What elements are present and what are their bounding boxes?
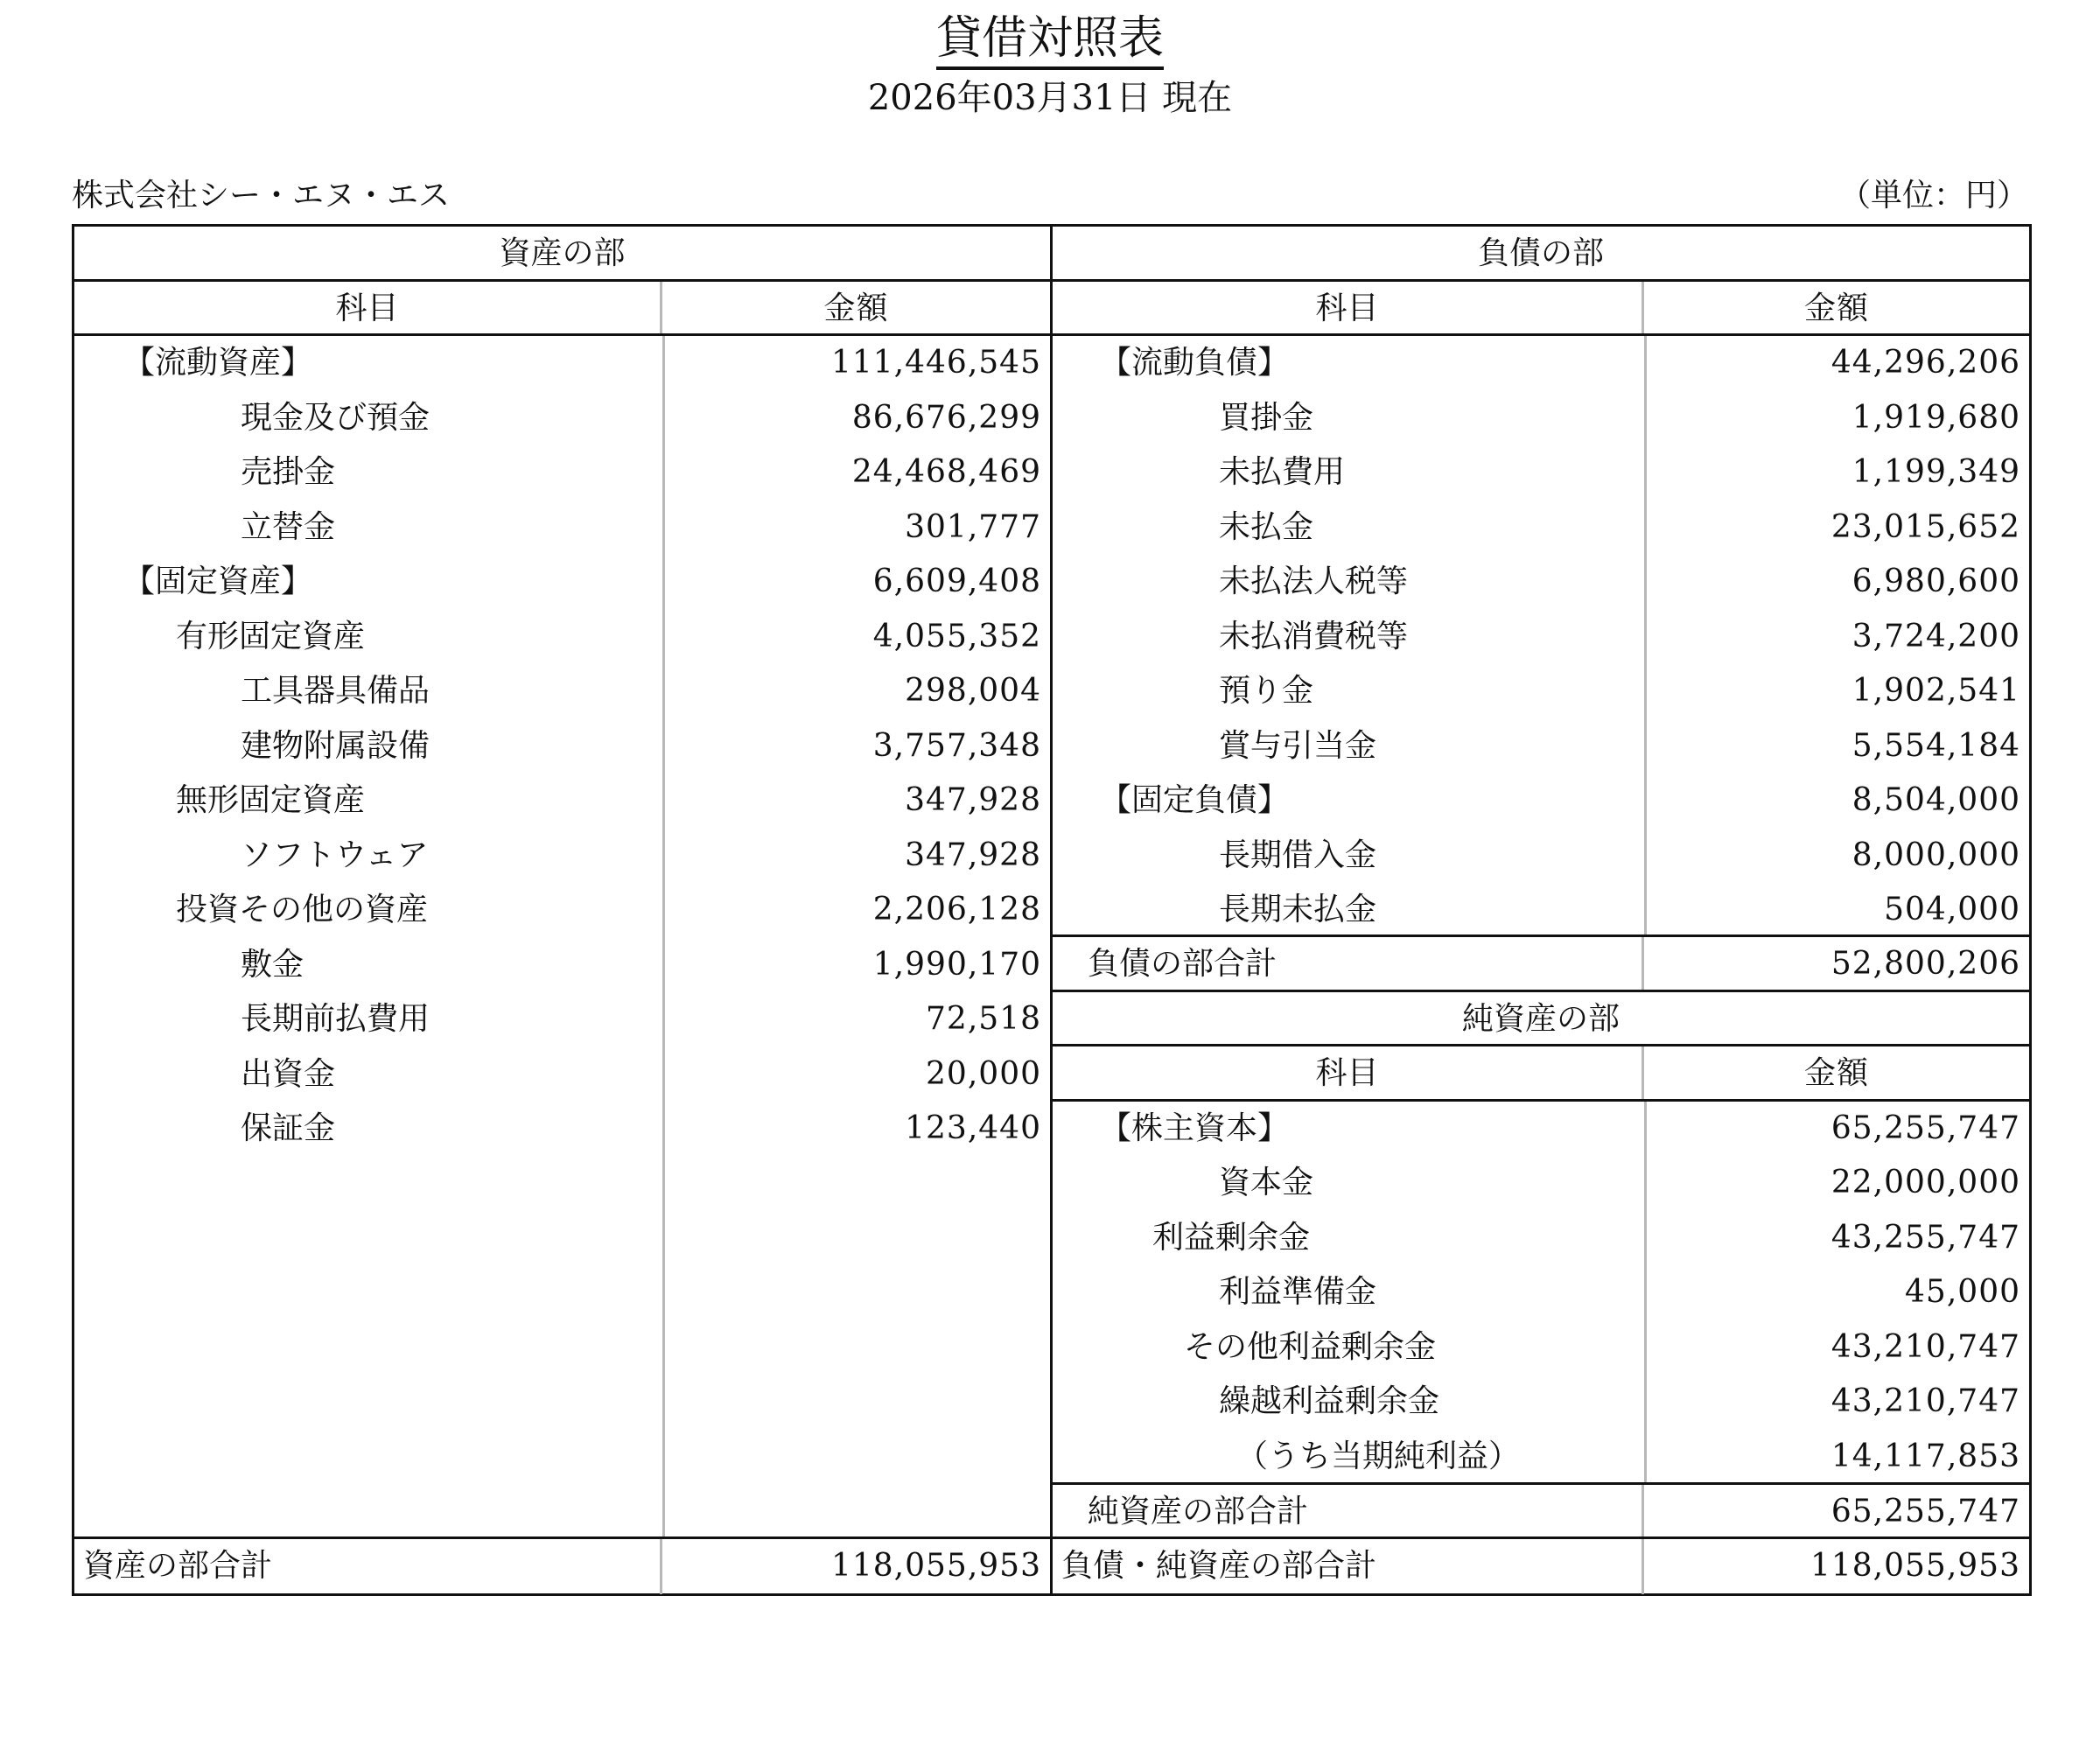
row-label: 利益準備金	[1219, 1274, 1377, 1310]
row-label: 工具器具備品	[241, 673, 430, 709]
row-amount: 14,117,853	[1830, 1438, 2020, 1474]
row-label: 買掛金	[1219, 399, 1314, 436]
report-date: 2026年03月31日 現在	[867, 78, 1233, 118]
table-row	[1053, 336, 2029, 391]
table-row	[74, 883, 1050, 938]
equity-total-amount: 65,255,747	[1830, 1493, 2020, 1530]
table-row	[74, 1047, 1050, 1102]
row-label: 繰越利益剰余金	[1219, 1383, 1440, 1419]
grand-total-label: 負債・純資産の部合計	[1053, 1539, 1644, 1594]
table-row	[74, 445, 1050, 500]
assets-body	[74, 336, 1050, 1539]
row-amount: 22,000,000	[1830, 1165, 2020, 1200]
row-amount: 65,255,747	[1830, 1110, 2020, 1146]
table-row	[1053, 1156, 2029, 1211]
liabilities-amount-header: 金額	[1803, 290, 1869, 326]
table-row	[1053, 1375, 2029, 1430]
row-label: 未払法人税等	[1219, 564, 1409, 599]
row-label: 預り金	[1219, 673, 1314, 709]
document-title-text: 貸借対照表	[936, 12, 1164, 70]
row-label: 無形固定資産	[176, 782, 366, 818]
unit-label: （単位：円）	[1838, 178, 2028, 214]
table-row	[74, 664, 1050, 719]
row-amount: 8,504,000	[1852, 782, 2020, 818]
row-label: 長期未払金	[1219, 892, 1377, 928]
row-amount: 24,468,469	[851, 454, 1041, 490]
assets-total-label: 資産の部合計	[74, 1539, 662, 1594]
row-amount: 3,757,348	[872, 727, 1041, 764]
row-label: 【流動負債】	[1100, 345, 1290, 381]
row-label: その他利益剰余金	[1184, 1328, 1437, 1365]
row-amount: 1,919,680	[1852, 399, 2020, 436]
table-row	[1053, 719, 2029, 774]
assets-side	[74, 227, 1053, 1593]
row-label: 立替金	[241, 508, 336, 545]
table-row	[1053, 1320, 2029, 1376]
row-amount: 23,015,652	[1830, 508, 2020, 545]
table-row	[1053, 829, 2029, 884]
liabilities-total-row	[1053, 937, 2029, 992]
row-label: 有形固定資産	[176, 618, 366, 654]
assets-total-row	[74, 1539, 1050, 1594]
row-amount: 6,609,408	[872, 564, 1041, 599]
row-label: 賞与引当金	[1219, 727, 1377, 764]
table-row	[1053, 664, 2029, 719]
row-label: 【流動資産】	[123, 345, 313, 381]
row-label: 未払消費税等	[1219, 618, 1409, 654]
row-amount: 45,000	[1905, 1274, 2020, 1310]
row-amount: 1,990,170	[872, 946, 1041, 983]
row-label: 【固定負債】	[1100, 782, 1290, 818]
table-row	[1053, 445, 2029, 500]
row-amount: 347,928	[905, 782, 1041, 818]
row-amount: 86,676,299	[851, 399, 1041, 436]
row-label: 建物附属設備	[241, 727, 430, 764]
row-amount: 301,777	[905, 508, 1041, 545]
table-row	[74, 719, 1050, 774]
equity-column-header	[1053, 1046, 2029, 1102]
liabilities-subject-header: 科目	[1053, 282, 1644, 334]
row-label: ソフトウェア	[241, 836, 429, 873]
liabilities-equity-side	[1053, 227, 2029, 1593]
table-row	[1053, 1211, 2029, 1266]
row-amount: 8,000,000	[1852, 836, 2020, 873]
table-row	[1053, 391, 2029, 446]
assets-total-amount: 118,055,953	[830, 1548, 1041, 1584]
row-label: 保証金	[241, 1110, 336, 1146]
row-amount: 504,000	[1884, 892, 2020, 928]
row-amount: 72,518	[926, 1001, 1041, 1037]
row-label: 【株主資本】	[1100, 1110, 1290, 1146]
row-label: 投資その他の資産	[176, 892, 429, 928]
grand-total-row	[1053, 1539, 2029, 1594]
row-label: 長期前払費用	[241, 1001, 430, 1037]
row-amount: 5,554,184	[1852, 727, 2020, 764]
company-name: 株式会社シー・エヌ・エス	[72, 178, 451, 214]
balance-sheet-table	[72, 224, 2032, 1596]
row-amount: 1,199,349	[1852, 454, 2020, 490]
row-label: 未払金	[1219, 508, 1314, 545]
row-label: 出資金	[241, 1055, 336, 1092]
row-amount: 111,446,545	[830, 345, 1041, 381]
row-amount: 347,928	[905, 836, 1041, 873]
table-row	[1053, 1265, 2029, 1320]
row-label: 【固定資産】	[123, 564, 313, 599]
equity-total-row	[1053, 1485, 2029, 1540]
row-label: 売掛金	[241, 454, 336, 490]
row-amount: 2,206,128	[872, 892, 1041, 928]
equity-section-title: 純資産の部	[1461, 1000, 1620, 1037]
equity-amount-header: 金額	[1803, 1055, 1869, 1091]
liabilities-section-header	[1053, 227, 2029, 282]
table-row	[1053, 1102, 2029, 1157]
liabilities-total-label: 負債の部合計	[1053, 937, 1644, 990]
row-label: 利益剰余金	[1152, 1219, 1311, 1256]
row-amount: 123,440	[905, 1110, 1041, 1146]
table-row	[74, 610, 1050, 665]
document-title	[0, 7, 2100, 70]
assets-amount-header: 金額	[823, 290, 889, 326]
row-amount: 20,000	[926, 1055, 1041, 1092]
table-row	[1053, 1430, 2029, 1485]
assets-section-header	[74, 227, 1050, 282]
row-amount: 43,210,747	[1830, 1383, 2020, 1419]
table-row	[74, 555, 1050, 610]
table-row	[1053, 774, 2029, 829]
row-amount: 1,902,541	[1852, 673, 2020, 709]
table-row	[74, 938, 1050, 993]
row-label: 敷金	[241, 946, 304, 983]
assets-section-title: 資産の部	[499, 235, 626, 271]
row-label: 現金及び預金	[241, 399, 430, 436]
equity-section-header	[1053, 992, 2029, 1047]
equity-body	[1053, 1102, 2029, 1485]
table-row	[74, 1102, 1050, 1157]
row-amount: 43,255,747	[1830, 1219, 2020, 1256]
liabilities-total-amount: 52,800,206	[1830, 946, 2020, 982]
table-row	[1053, 500, 2029, 556]
row-amount: 298,004	[905, 673, 1041, 709]
equity-total-label: 純資産の部合計	[1053, 1485, 1644, 1537]
table-row	[74, 774, 1050, 829]
table-row	[1053, 555, 2029, 610]
table-row	[74, 829, 1050, 884]
equity-subject-header: 科目	[1053, 1046, 1644, 1099]
table-row	[74, 992, 1050, 1047]
assets-subject-header: 科目	[74, 282, 662, 334]
liabilities-column-header	[1053, 282, 2029, 337]
table-row	[74, 336, 1050, 391]
table-row	[74, 500, 1050, 556]
row-amount: 3,724,200	[1852, 618, 2020, 654]
table-row	[1053, 610, 2029, 665]
table-row	[1053, 883, 2029, 938]
row-amount: 6,980,600	[1852, 564, 2020, 599]
assets-column-header	[74, 282, 1050, 337]
row-label: 資本金	[1219, 1165, 1314, 1200]
row-amount: 44,296,206	[1830, 345, 2020, 381]
row-label: （うち当期純利益）	[1236, 1438, 1521, 1474]
liabilities-section-title: 負債の部	[1477, 235, 1604, 271]
row-amount: 4,055,352	[872, 618, 1041, 654]
grand-total-amount: 118,055,953	[1810, 1548, 2020, 1584]
table-row	[74, 391, 1050, 446]
row-amount: 43,210,747	[1830, 1328, 2020, 1365]
liabilities-body	[1053, 336, 2029, 937]
row-label: 長期借入金	[1219, 836, 1377, 873]
row-label: 未払費用	[1219, 454, 1346, 490]
